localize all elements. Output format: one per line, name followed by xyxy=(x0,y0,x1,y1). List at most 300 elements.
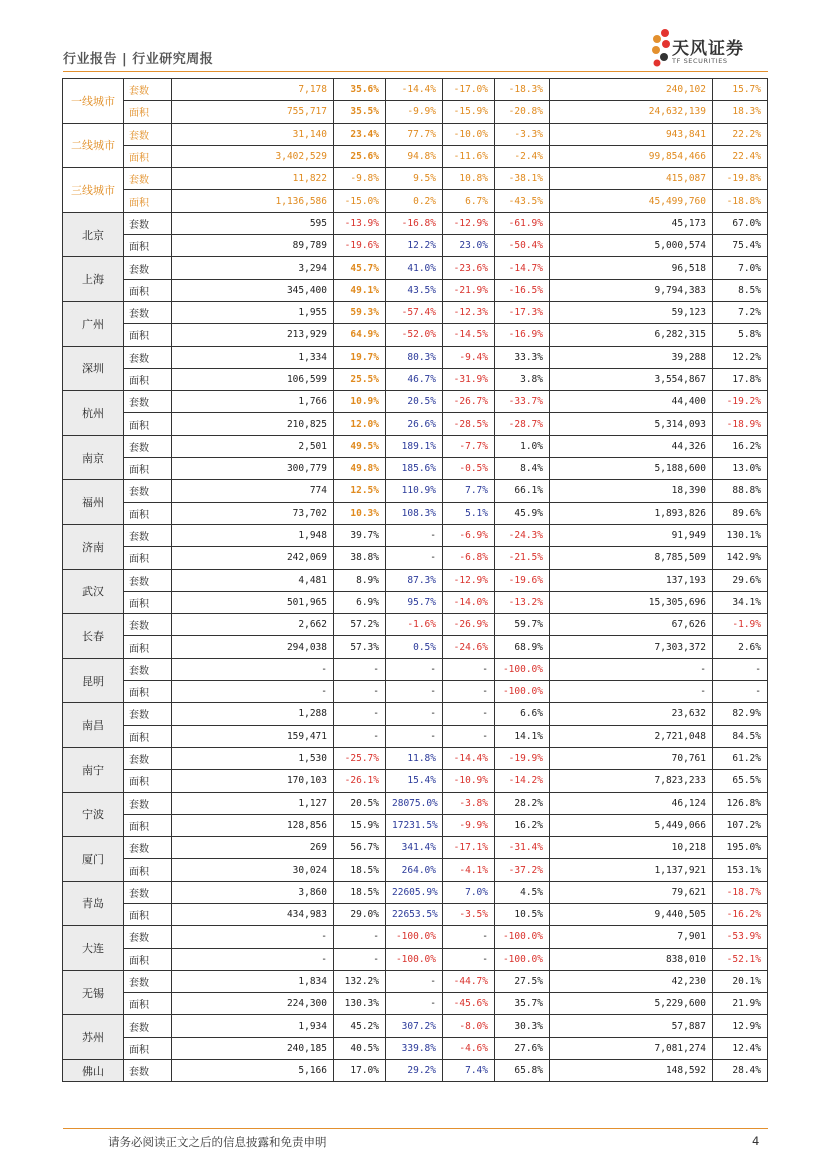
value-cell: 6.6% xyxy=(495,703,550,725)
value-cell: 35.7% xyxy=(495,993,550,1015)
table-row xyxy=(63,212,768,234)
value-cell: 29.2% xyxy=(386,1060,443,1082)
value-cell: 5,229,600 xyxy=(550,993,713,1015)
value-cell: -61.9% xyxy=(495,212,550,234)
metric-label-cell: 面积 xyxy=(124,948,172,970)
value-cell: - xyxy=(443,681,495,703)
metric-label-cell: 面积 xyxy=(124,814,172,836)
table-row xyxy=(63,747,768,769)
value-cell: 67.0% xyxy=(713,212,768,234)
value-cell: 22653.5% xyxy=(386,903,443,925)
value-cell: 57,887 xyxy=(550,1015,713,1037)
value-cell: 2,662 xyxy=(172,614,334,636)
value-cell: -43.5% xyxy=(495,190,550,212)
metric-label-cell: 套数 xyxy=(124,970,172,992)
metric-label-cell: 套数 xyxy=(124,703,172,725)
value-cell: 88.8% xyxy=(713,480,768,502)
table-row xyxy=(63,681,768,703)
value-cell: - xyxy=(386,993,443,1015)
table-row xyxy=(63,703,768,725)
value-cell: 1,834 xyxy=(172,970,334,992)
table-row xyxy=(63,235,768,257)
value-cell: 224,300 xyxy=(172,993,334,1015)
metric-label-cell: 面积 xyxy=(124,903,172,925)
value-cell: 23.0% xyxy=(443,235,495,257)
value-cell: -7.7% xyxy=(443,435,495,457)
value-cell: 18.5% xyxy=(334,881,386,903)
value-cell: 87.3% xyxy=(386,569,443,591)
value-cell: 1,137,921 xyxy=(550,859,713,881)
value-cell: 5,000,574 xyxy=(550,235,713,257)
value-cell: -26.9% xyxy=(443,614,495,636)
value-cell: -14.4% xyxy=(443,747,495,769)
table-row xyxy=(63,391,768,413)
value-cell: 28075.0% xyxy=(386,792,443,814)
value-cell: - xyxy=(172,658,334,680)
table-row xyxy=(63,346,768,368)
value-cell: 75.4% xyxy=(713,235,768,257)
metric-label-cell: 套数 xyxy=(124,79,172,101)
table-row xyxy=(63,725,768,747)
value-cell: 8,785,509 xyxy=(550,547,713,569)
value-cell: 9,440,505 xyxy=(550,903,713,925)
table-row xyxy=(63,168,768,190)
value-cell: -19.6% xyxy=(495,569,550,591)
value-cell: 22.2% xyxy=(713,123,768,145)
value-cell: 159,471 xyxy=(172,725,334,747)
table-row xyxy=(63,591,768,613)
metric-label-cell: 套数 xyxy=(124,614,172,636)
value-cell: 1,136,586 xyxy=(172,190,334,212)
value-cell: 15.9% xyxy=(334,814,386,836)
value-cell: -100.0% xyxy=(386,926,443,948)
value-cell: -16.8% xyxy=(386,212,443,234)
value-cell: 106,599 xyxy=(172,368,334,390)
disclaimer-text: 请务必阅读正文之后的信息披露和免责申明 xyxy=(108,1135,327,1149)
city-name-cell: 厦门 xyxy=(63,837,124,882)
value-cell: 84.5% xyxy=(713,725,768,747)
value-cell: -17.3% xyxy=(495,301,550,323)
footer-divider xyxy=(63,1128,768,1129)
value-cell: 10.8% xyxy=(443,168,495,190)
metric-label-cell: 套数 xyxy=(124,123,172,145)
value-cell: -14.7% xyxy=(495,257,550,279)
value-cell: 44,326 xyxy=(550,435,713,457)
table-row xyxy=(63,569,768,591)
value-cell: 142.9% xyxy=(713,547,768,569)
value-cell: -13.9% xyxy=(334,212,386,234)
table-row xyxy=(63,903,768,925)
metric-label-cell: 套数 xyxy=(124,168,172,190)
city-name-cell: 三线城市 xyxy=(63,168,124,213)
value-cell: 1,530 xyxy=(172,747,334,769)
value-cell: 4.5% xyxy=(495,881,550,903)
value-cell: 34.1% xyxy=(713,591,768,613)
value-cell: 240,185 xyxy=(172,1037,334,1059)
city-name-cell: 大连 xyxy=(63,926,124,971)
value-cell: 42,230 xyxy=(550,970,713,992)
value-cell: -10.9% xyxy=(443,770,495,792)
city-name-cell: 杭州 xyxy=(63,391,124,436)
value-cell: 2,501 xyxy=(172,435,334,457)
value-cell: 15.7% xyxy=(713,79,768,101)
table-row xyxy=(63,101,768,123)
value-cell: -8.0% xyxy=(443,1015,495,1037)
value-cell: - xyxy=(550,658,713,680)
metric-label-cell: 套数 xyxy=(124,747,172,769)
value-cell: 17.0% xyxy=(334,1060,386,1082)
value-cell: 8.9% xyxy=(334,569,386,591)
value-cell: -38.1% xyxy=(495,168,550,190)
city-name-cell: 长春 xyxy=(63,614,124,659)
value-cell: 96,518 xyxy=(550,257,713,279)
value-cell: -16.5% xyxy=(495,279,550,301)
value-cell: -19.6% xyxy=(334,235,386,257)
value-cell: -9.9% xyxy=(386,101,443,123)
value-cell: - xyxy=(713,681,768,703)
city-name-cell: 青岛 xyxy=(63,881,124,926)
value-cell: 57.2% xyxy=(334,614,386,636)
value-cell: -15.9% xyxy=(443,101,495,123)
value-cell: 73,702 xyxy=(172,502,334,524)
value-cell: 7.7% xyxy=(443,480,495,502)
value-cell: -33.7% xyxy=(495,391,550,413)
table-row xyxy=(63,279,768,301)
city-name-cell: 苏州 xyxy=(63,1015,124,1060)
city-name-cell: 济南 xyxy=(63,524,124,569)
value-cell: 9.5% xyxy=(386,168,443,190)
value-cell: 45.2% xyxy=(334,1015,386,1037)
value-cell: -14.0% xyxy=(443,591,495,613)
value-cell: - xyxy=(334,658,386,680)
table-row xyxy=(63,502,768,524)
metric-label-cell: 套数 xyxy=(124,524,172,546)
page-header xyxy=(0,0,827,75)
table-row xyxy=(63,970,768,992)
table-row xyxy=(63,145,768,167)
value-cell: 16.2% xyxy=(713,435,768,457)
value-cell: 4,481 xyxy=(172,569,334,591)
value-cell: 137,193 xyxy=(550,569,713,591)
value-cell: 2,721,048 xyxy=(550,725,713,747)
table-row xyxy=(63,658,768,680)
header-divider xyxy=(63,71,768,72)
value-cell: -28.5% xyxy=(443,413,495,435)
value-cell: 24,632,139 xyxy=(550,101,713,123)
value-cell: 30,024 xyxy=(172,859,334,881)
metric-label-cell: 套数 xyxy=(124,391,172,413)
value-cell: 1,893,826 xyxy=(550,502,713,524)
value-cell: - xyxy=(386,970,443,992)
value-cell: -100.0% xyxy=(495,948,550,970)
table-row xyxy=(63,770,768,792)
value-cell: 29.6% xyxy=(713,569,768,591)
table-row xyxy=(63,837,768,859)
value-cell: 35.6% xyxy=(334,79,386,101)
metric-label-cell: 套数 xyxy=(124,881,172,903)
value-cell: - xyxy=(172,681,334,703)
value-cell: -17.0% xyxy=(443,79,495,101)
value-cell: 5.1% xyxy=(443,502,495,524)
value-cell: -17.1% xyxy=(443,837,495,859)
metric-label-cell: 面积 xyxy=(124,725,172,747)
value-cell: 79,621 xyxy=(550,881,713,903)
value-cell: -14.2% xyxy=(495,770,550,792)
value-cell: -19.9% xyxy=(495,747,550,769)
value-cell: 1,288 xyxy=(172,703,334,725)
value-cell: 7,303,372 xyxy=(550,636,713,658)
metric-label-cell: 套数 xyxy=(124,301,172,323)
value-cell: 89.6% xyxy=(713,502,768,524)
metric-label-cell: 面积 xyxy=(124,413,172,435)
value-cell: 838,010 xyxy=(550,948,713,970)
value-cell: 345,400 xyxy=(172,279,334,301)
metric-label-cell: 套数 xyxy=(124,257,172,279)
value-cell: - xyxy=(172,948,334,970)
value-cell: - xyxy=(550,681,713,703)
value-cell: 77.7% xyxy=(386,123,443,145)
value-cell: -4.6% xyxy=(443,1037,495,1059)
value-cell: 300,779 xyxy=(172,458,334,480)
value-cell: 7,901 xyxy=(550,926,713,948)
table-row xyxy=(63,435,768,457)
value-cell: 1,948 xyxy=(172,524,334,546)
value-cell: 128,856 xyxy=(172,814,334,836)
value-cell: 307.2% xyxy=(386,1015,443,1037)
value-cell: 126.8% xyxy=(713,792,768,814)
city-name-cell: 昆明 xyxy=(63,658,124,703)
value-cell: - xyxy=(713,658,768,680)
value-cell: 943,841 xyxy=(550,123,713,145)
value-cell: 49.5% xyxy=(334,435,386,457)
value-cell: 3,554,867 xyxy=(550,368,713,390)
value-cell: 40.5% xyxy=(334,1037,386,1059)
value-cell: -53.9% xyxy=(713,926,768,948)
value-cell: 45.7% xyxy=(334,257,386,279)
value-cell: 43.5% xyxy=(386,279,443,301)
value-cell: 23.4% xyxy=(334,123,386,145)
value-cell: 16.2% xyxy=(495,814,550,836)
value-cell: 27.5% xyxy=(495,970,550,992)
value-cell: - xyxy=(334,948,386,970)
table-row xyxy=(63,814,768,836)
value-cell: -0.5% xyxy=(443,458,495,480)
value-cell: -24.6% xyxy=(443,636,495,658)
city-name-cell: 南宁 xyxy=(63,747,124,792)
value-cell: 17.8% xyxy=(713,368,768,390)
value-cell: 110.9% xyxy=(386,480,443,502)
value-cell: 8.4% xyxy=(495,458,550,480)
value-cell: - xyxy=(386,703,443,725)
value-cell: -20.8% xyxy=(495,101,550,123)
value-cell: -14.5% xyxy=(443,324,495,346)
value-cell: 41.0% xyxy=(386,257,443,279)
value-cell: -100.0% xyxy=(386,948,443,970)
value-cell: 20.5% xyxy=(334,792,386,814)
value-cell: - xyxy=(386,725,443,747)
value-cell: -44.7% xyxy=(443,970,495,992)
value-cell: -1.6% xyxy=(386,614,443,636)
city-name-cell: 南京 xyxy=(63,435,124,480)
value-cell: 12.2% xyxy=(386,235,443,257)
value-cell: -26.7% xyxy=(443,391,495,413)
value-cell: 7.0% xyxy=(443,881,495,903)
value-cell: 339.8% xyxy=(386,1037,443,1059)
value-cell: 213,929 xyxy=(172,324,334,346)
logo-wordmark: 天风证券 xyxy=(672,39,744,59)
value-cell: -18.9% xyxy=(713,413,768,435)
value-cell: 46.7% xyxy=(386,368,443,390)
table-row xyxy=(63,636,768,658)
value-cell: 46,124 xyxy=(550,792,713,814)
value-cell: 45,173 xyxy=(550,212,713,234)
value-cell: - xyxy=(334,681,386,703)
metric-label-cell: 面积 xyxy=(124,368,172,390)
value-cell: 7,081,274 xyxy=(550,1037,713,1059)
value-cell: - xyxy=(386,681,443,703)
metric-label-cell: 面积 xyxy=(124,993,172,1015)
value-cell: -11.6% xyxy=(443,145,495,167)
value-cell: -57.4% xyxy=(386,301,443,323)
value-cell: 0.5% xyxy=(386,636,443,658)
value-cell: 82.9% xyxy=(713,703,768,725)
value-cell: 6.7% xyxy=(443,190,495,212)
value-cell: 95.7% xyxy=(386,591,443,613)
value-cell: 341.4% xyxy=(386,837,443,859)
metric-label-cell: 面积 xyxy=(124,279,172,301)
page-number: 4 xyxy=(752,1134,760,1148)
value-cell: 185.6% xyxy=(386,458,443,480)
value-cell: 12.0% xyxy=(334,413,386,435)
value-cell: 7,178 xyxy=(172,79,334,101)
table-row xyxy=(63,547,768,569)
metric-label-cell: 套数 xyxy=(124,435,172,457)
value-cell: 26.6% xyxy=(386,413,443,435)
value-cell: -18.3% xyxy=(495,79,550,101)
value-cell: - xyxy=(386,658,443,680)
table-row xyxy=(63,859,768,881)
value-cell: 13.0% xyxy=(713,458,768,480)
metric-label-cell: 套数 xyxy=(124,480,172,502)
value-cell: -1.9% xyxy=(713,614,768,636)
table-row xyxy=(63,257,768,279)
metric-label-cell: 面积 xyxy=(124,1037,172,1059)
value-cell: -21.9% xyxy=(443,279,495,301)
table-row xyxy=(63,948,768,970)
value-cell: 240,102 xyxy=(550,79,713,101)
metric-label-cell: 套数 xyxy=(124,1060,172,1082)
value-cell: - xyxy=(334,725,386,747)
value-cell: -16.2% xyxy=(713,903,768,925)
value-cell: -100.0% xyxy=(495,926,550,948)
value-cell: 6,282,315 xyxy=(550,324,713,346)
value-cell: 132.2% xyxy=(334,970,386,992)
value-cell: 12.5% xyxy=(334,480,386,502)
value-cell: 11,822 xyxy=(172,168,334,190)
value-cell: -12.3% xyxy=(443,301,495,323)
metric-label-cell: 面积 xyxy=(124,145,172,167)
value-cell: 755,717 xyxy=(172,101,334,123)
value-cell: 70,761 xyxy=(550,747,713,769)
value-cell: -3.8% xyxy=(443,792,495,814)
value-cell: 28.4% xyxy=(713,1060,768,1082)
value-cell: 7.2% xyxy=(713,301,768,323)
value-cell: - xyxy=(386,547,443,569)
value-cell: 242,069 xyxy=(172,547,334,569)
value-cell: 66.1% xyxy=(495,480,550,502)
value-cell: -16.9% xyxy=(495,324,550,346)
value-cell: 1,934 xyxy=(172,1015,334,1037)
table-row xyxy=(63,324,768,346)
value-cell: -14.4% xyxy=(386,79,443,101)
table-row xyxy=(63,123,768,145)
value-cell: -18.8% xyxy=(713,190,768,212)
metric-label-cell: 面积 xyxy=(124,502,172,524)
value-cell: 31,140 xyxy=(172,123,334,145)
value-cell: - xyxy=(443,703,495,725)
value-cell: 68.9% xyxy=(495,636,550,658)
value-cell: 170,103 xyxy=(172,770,334,792)
value-cell: 11.8% xyxy=(386,747,443,769)
table-row xyxy=(63,792,768,814)
value-cell: -24.3% xyxy=(495,524,550,546)
value-cell: 6.9% xyxy=(334,591,386,613)
value-cell: -6.9% xyxy=(443,524,495,546)
value-cell: -52.0% xyxy=(386,324,443,346)
value-cell: 1,955 xyxy=(172,301,334,323)
value-cell: 17231.5% xyxy=(386,814,443,836)
metric-label-cell: 套数 xyxy=(124,837,172,859)
metric-label-cell: 面积 xyxy=(124,859,172,881)
value-cell: 0.2% xyxy=(386,190,443,212)
value-cell: 35.5% xyxy=(334,101,386,123)
table-row xyxy=(63,301,768,323)
value-cell: 18.3% xyxy=(713,101,768,123)
metric-label-cell: 套数 xyxy=(124,212,172,234)
value-cell: 774 xyxy=(172,480,334,502)
city-name-cell: 深圳 xyxy=(63,346,124,391)
value-cell: 39,288 xyxy=(550,346,713,368)
value-cell: 5,449,066 xyxy=(550,814,713,836)
metric-label-cell: 面积 xyxy=(124,636,172,658)
value-cell: -31.9% xyxy=(443,368,495,390)
table-row xyxy=(63,881,768,903)
value-cell: 30.3% xyxy=(495,1015,550,1037)
value-cell: 33.3% xyxy=(495,346,550,368)
value-cell: -2.4% xyxy=(495,145,550,167)
value-cell: 25.5% xyxy=(334,368,386,390)
value-cell: 80.3% xyxy=(386,346,443,368)
city-name-cell: 广州 xyxy=(63,301,124,346)
value-cell: 64.9% xyxy=(334,324,386,346)
value-cell: -15.0% xyxy=(334,190,386,212)
value-cell: 434,983 xyxy=(172,903,334,925)
value-cell: 294,038 xyxy=(172,636,334,658)
tf-securities-logo-icon xyxy=(650,27,672,71)
value-cell: 12.2% xyxy=(713,346,768,368)
value-cell: 153.1% xyxy=(713,859,768,881)
value-cell: 56.7% xyxy=(334,837,386,859)
value-cell: 94.8% xyxy=(386,145,443,167)
value-cell: 264.0% xyxy=(386,859,443,881)
value-cell: - xyxy=(172,926,334,948)
metric-label-cell: 面积 xyxy=(124,547,172,569)
value-cell: 9,794,383 xyxy=(550,279,713,301)
metric-label-cell: 面积 xyxy=(124,190,172,212)
value-cell: 1,766 xyxy=(172,391,334,413)
value-cell: 23,632 xyxy=(550,703,713,725)
value-cell: 10.3% xyxy=(334,502,386,524)
